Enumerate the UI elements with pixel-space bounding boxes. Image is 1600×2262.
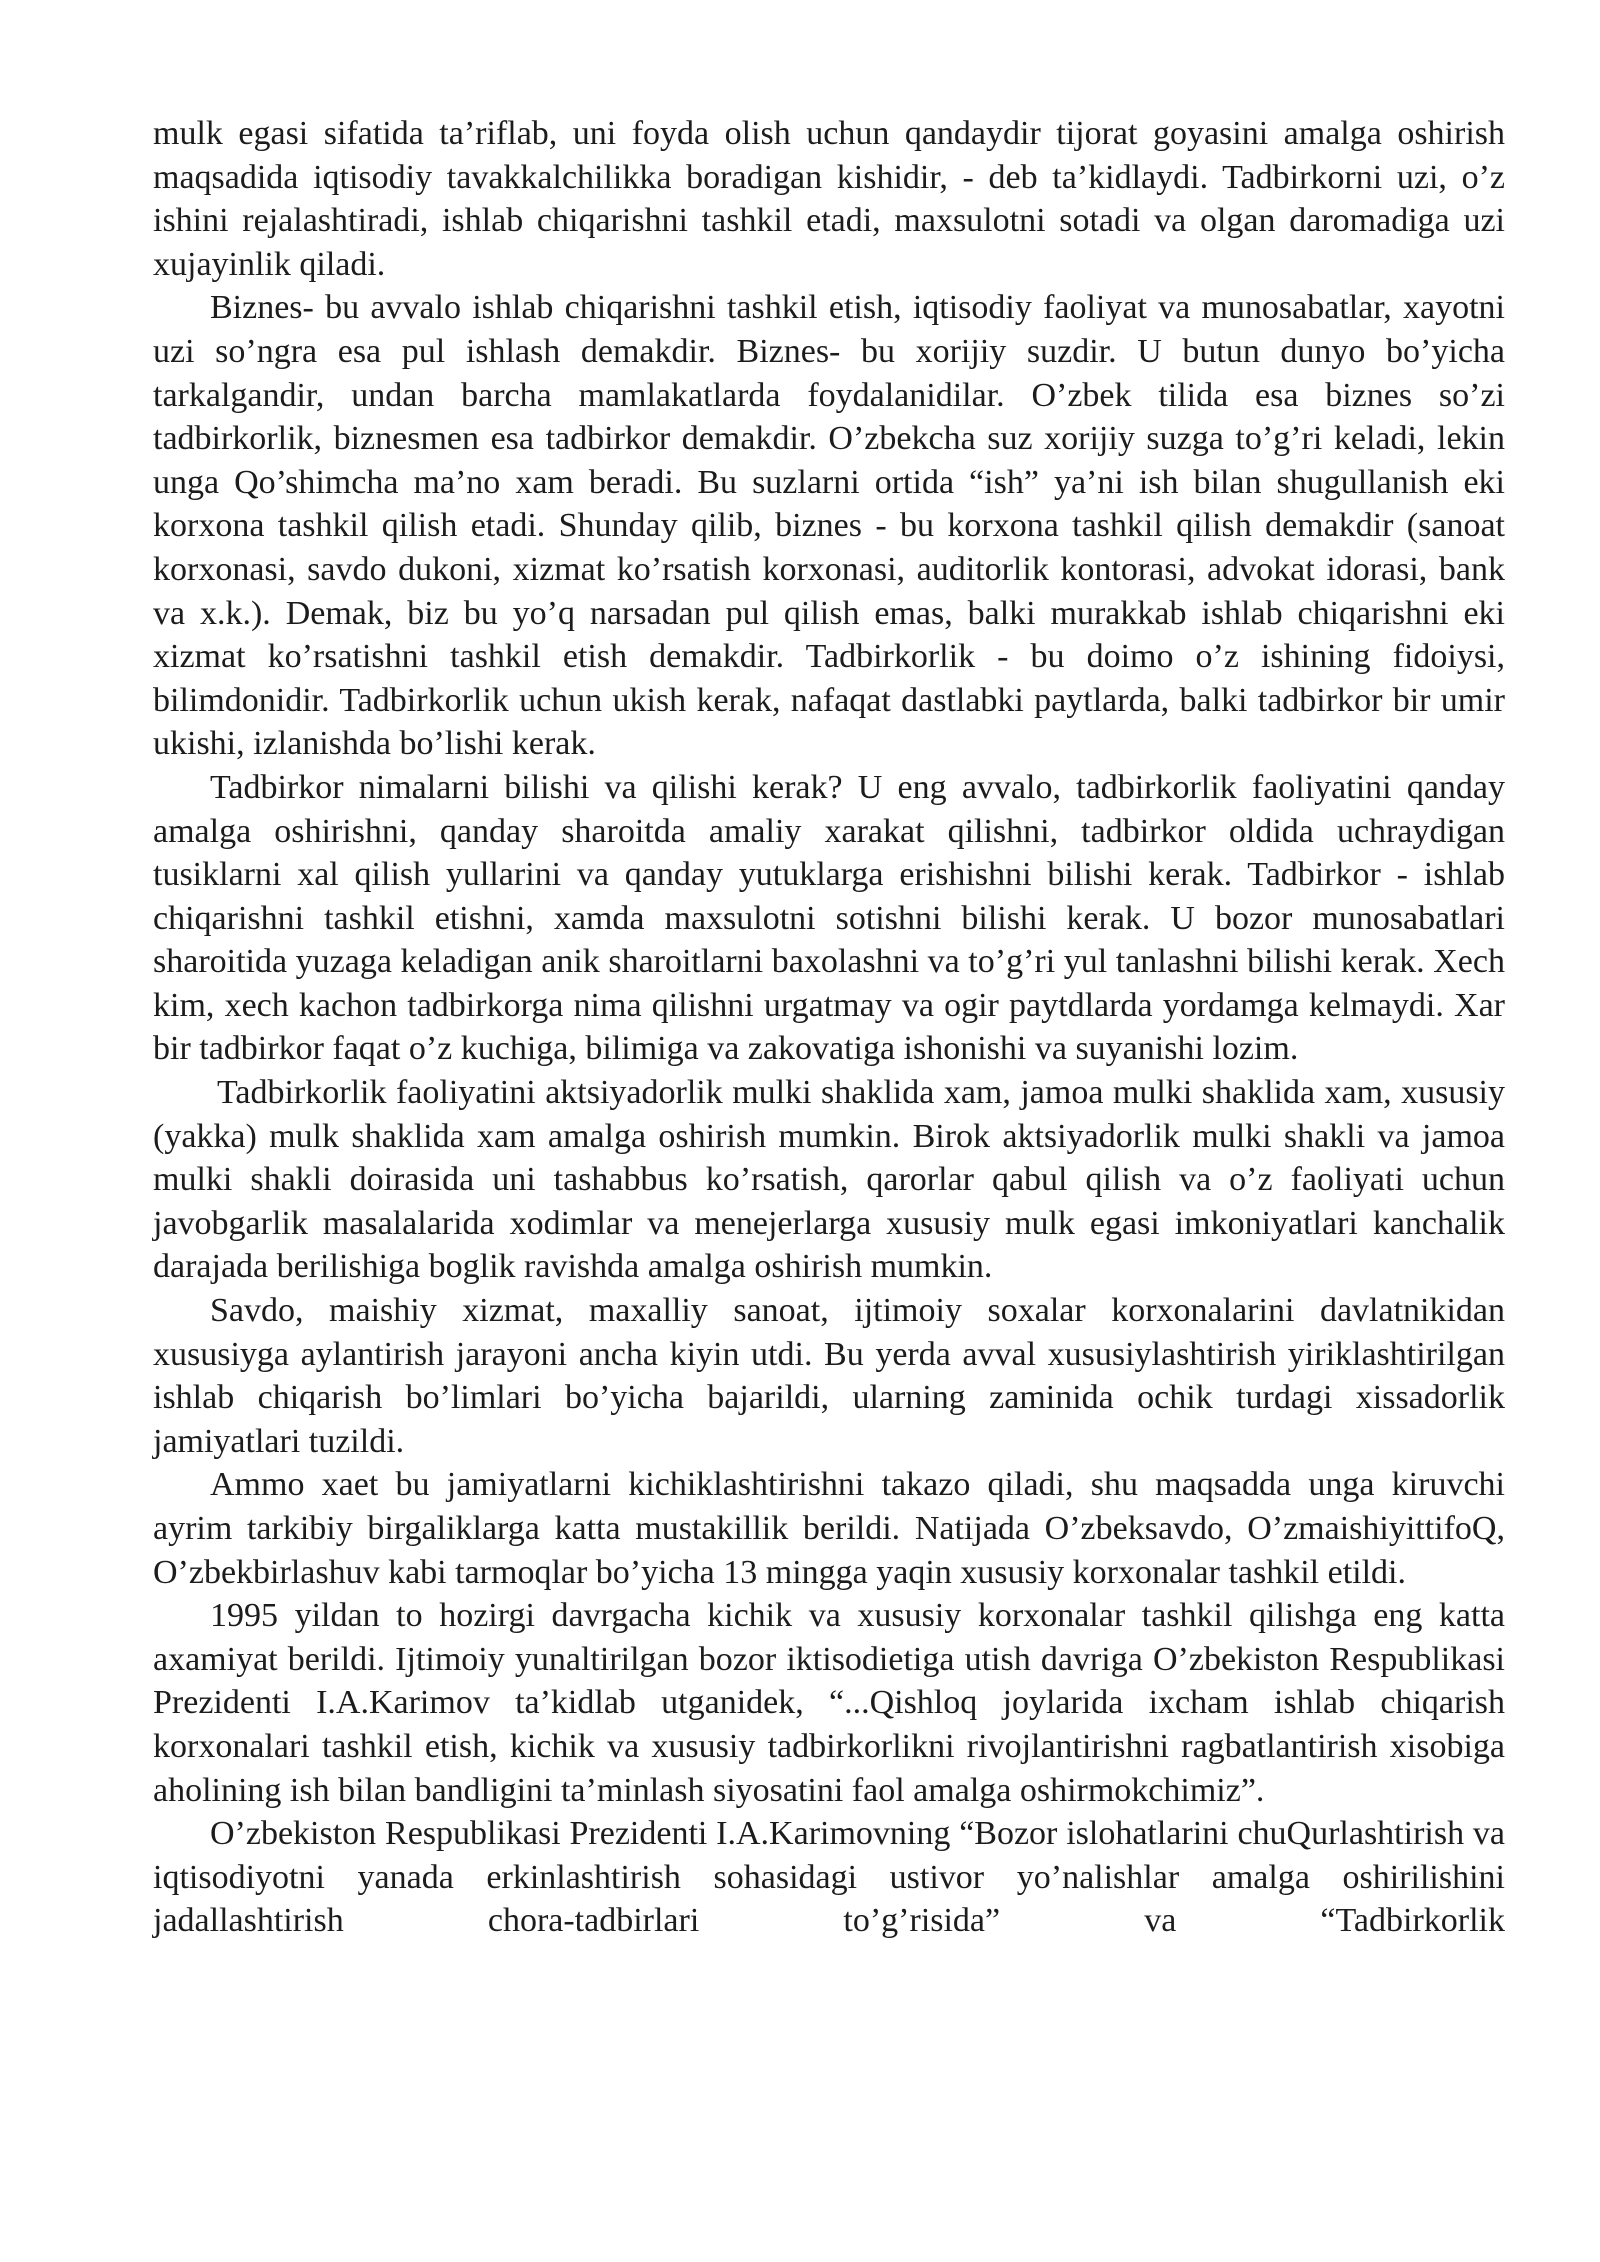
paragraph-continuation: mulk egasi sifatida ta’riflab, uni foyda olish uchun qandaydir tijorat goyasini amalga oshirish maqsadida iqtisodiy tavakkalchilikka boradigan kishidir, - deb ta’kidlaydi. Tadbirkorni uzi, o’z ishini rejalashtiradi, ishlab chiqarishni tashkil etadi, maxsulotni sotadi va olgan daromadiga uzi xujayinlik qiladi. bbox=[153, 115, 1505, 283]
paragraph-decrees: O’zbekiston Respublikasi Prezidenti I.A.Karimovning “Bozor islohatlarini chuQurlashtirish va iqtisodiyotni yanada erkinlashtirish sohasidagi ustivor yo’nalishlar amalga oshirilishini jadallashtirish chora-tadbirlari to’g’risida” va “Tadbirkorlik bbox=[153, 1815, 1505, 1940]
paragraph-ownership-forms: Tadbirkorlik faoliyatini aktsiyadorlik mulki shaklida xam, jamoa mulki shaklida xam, xususiy (yakka) mulk shaklida xam amalga oshirish mumkin. Birok aktsiyadorlik mulki shakli va jamoa mulki shakli doirasida uni tashabbus ko’rsatish, qarorlar qabul qilish va o’z faoliyati uchun javobgarlik masalalarida xodimlar va menejerlarga xususiy mulk egasi imkoniyatlari kanchalik darajada berilishiga boglik ravishda amalga oshirish mumkin. bbox=[153, 1074, 1505, 1286]
paragraph-privatization: Savdo, maishiy xizmat, maxalliy sanoat, ijtimoiy soxalar korxonalarini davlatnikidan xususiyga aylantirish jarayoni ancha kiyin utdi. Bu yerda avval xususiylashtirish yiriklashtirilgan ishlab chiqarish bo’limlari bo’yicha bajarildi, ularning zaminida ochik turdagi xissadorlik jamiyatlari tuzildi. bbox=[153, 1292, 1505, 1460]
paragraph-tadbirkor-knowledge: Tadbirkor nimalarni bilishi va qilishi kerak? U eng avvalo, tadbirkorlik faoliyatini qanday amalga oshirishni, qanday sharoitda amaliy xarakat qilishni, tadbirkor oldida uchraydigan tusiklarni xal qilish yullarini va qanday yutuklarga erishishni bilishi kerak. Tadbirkor - ishlab chiqarishni tashkil etishni, xamda maxsulotni sotishni bilishi kerak. U bozor munosabatlari sharoitida yuzaga keladigan anik sharoitlarni baxolashni va to’g’ri yul tanlashni bilishi kerak. Xech kim, xech kachon tadbirkorga nima qilishni urgatmay va ogir paytdlarda yordamga kelmaydi. Xar bir tadbirkor faqat o’z kuchiga, bilimiga va zakovatiga ishonishi va suyanishi lozim. bbox=[153, 768, 1505, 1068]
paragraph-1995: 1995 yildan to hozirgi davrgacha kichik va xususiy korxonalar tashkil qilishga eng katta axamiyat berildi. Ijtimoiy yunaltirilgan bozor iktisodietiga utish davriga O’zbekiston Respublikasi Prezidenti I.A.Karimov ta’kidlab utganidek, “...Qishloq joylarida ixcham ishlab chiqarish korxonalari tashkil etish, kichik va xususiy tadbirkorlikni rivojlantirishni ragbatlantirish xisobiga aholining ish bilan bandligini ta’minlash siyosatini faol amalga oshirmokchimiz”. bbox=[153, 1597, 1505, 1809]
paragraph-biznes: Biznes- bu avvalo ishlab chiqarishni tashkil etish, iqtisodiy faoliyat va munosabatlar, xayotni uzi so’ngra esa pul ishlash demakdir. Biznes- bu xorijiy suzdir. U butun dunyo bo’yicha tarkalgandir, undan barcha mamlakatlarda foydalanidilar. O’zbek tilida esa biznes so’zi tadbirkorlik, biznesmen esa tadbirkor demakdir. O’zbekcha suz xorijiy suzga to’g’ri keladi, lekin unga Qo’shimcha ma’no xam beradi. Bu suzlarni ortida “ish” ya’ni ish bilan shugullanish eki korxona tashkil qilish etadi. Shunday qilib, biznes - bu korxona tashkil qilish demakdir (sanoat korxonasi, savdo dukoni, xizmat ko’rsatish korxonasi, auditorlik kontorasi, advokat idorasi, bank va x.k.). Demak, biz bu yo’q narsadan pul qilish emas, balki murakkab ishlab chiqarishni eki xizmat ko’rsatishni tashkil etish demakdir. Tadbirkorlik - bu doimo o’z ishining fidoiysi, bilimdonidir. Tadbirkorlik uchun ukish kerak, nafaqat dastlabki paytlarda, balki tadbirkor bir umir ukishi, izlanishda bo’lishi kerak. bbox=[153, 289, 1505, 763]
document-page bbox=[153, 112, 1505, 1943]
paragraph-societies: Ammo xaet bu jamiyatlarni kichiklashtirishni takazo qiladi, shu maqsadda unga kiruvchi ayrim tarkibiy birgaliklarga katta mustakillik berildi. Natijada O’zbeksavdo, O’zmaishiyittifoQ, O’zbekbirlashuv kabi tarmoqlar bo’yicha 13 mingga yaqin xususiy korxonalar tashkil etildi. bbox=[153, 1466, 1505, 1591]
